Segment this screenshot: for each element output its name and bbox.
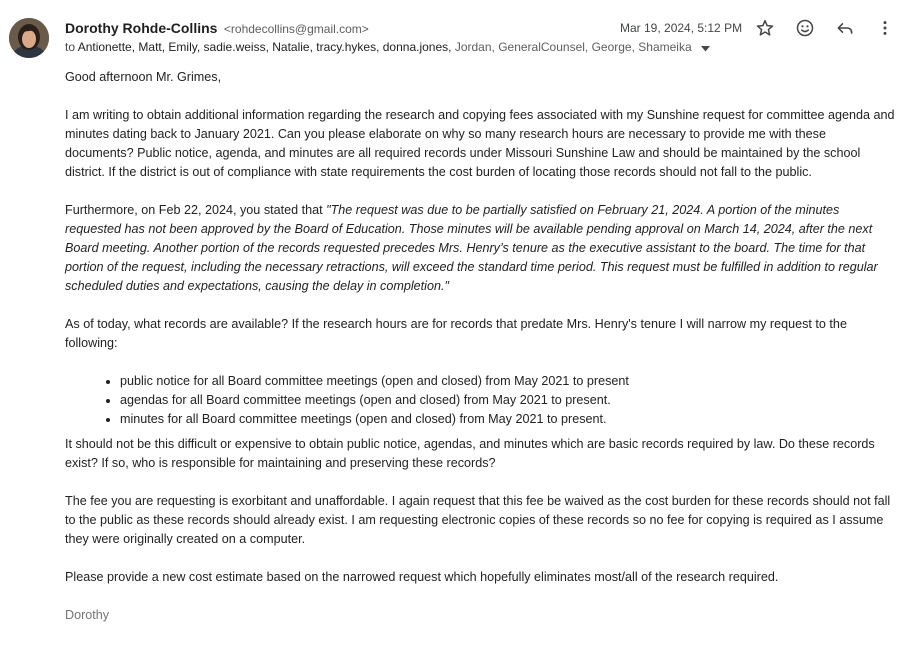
paragraph-2: [65, 201, 897, 296]
request-list: [65, 372, 897, 429]
avatar[interactable]: [9, 18, 49, 58]
recipient-separator: ,: [131, 40, 139, 54]
sender-line: [65, 20, 369, 38]
recipient-name[interactable]: Matt: [138, 40, 162, 54]
to-prefix: to: [65, 40, 76, 54]
recipient-separator: ,: [161, 40, 169, 54]
recipient-separator: ,: [376, 40, 383, 54]
recipient-separator: ,: [491, 40, 499, 54]
list-item: • agendas for all Board committee meetings (open and closed) from May 2021 to present.: [120, 391, 897, 410]
recipient-separator: ,: [196, 40, 204, 54]
paragraph-5: The fee you are requesting is exorbitant and unaffordable. I again request that this fee be waived as the cost burden for these records should not fall to the public as these records should already exist. I am requesting electronic copies of these records so no fee for copying is required as I assume they were originally created on a computer.: [65, 494, 891, 546]
paragraph-4: It should not be this difficult or expensive to obtain public notice, agendas, and minutes which are basic records required by law. Do these records exist? If so, who is responsible for maintaining and preserving these records?: [65, 437, 875, 470]
email-body: [65, 68, 897, 644]
recipient-name[interactable]: Emily: [168, 40, 197, 54]
paragraph-1: I am writing to obtain additional information regarding the research and copying fees associated with my Sunshine request for committee agenda and minutes dating back to January 2021. Can you please elaborate on why so many research hours are necessary to provide me with these documents? Public notice, agenda, and minutes are all required records under Missouri Sunshine Law and should be maintained by the school district. If the district is out of compliance with state requirements the cost burden of locating those records should not fall to the public.: [65, 108, 895, 179]
emoji-icon[interactable]: [793, 16, 817, 40]
sender-name[interactable]: Dorothy Rohde-Collins: [65, 20, 218, 36]
recipient-list: [78, 40, 692, 54]
email-header: [0, 0, 902, 62]
recipients-line[interactable]: [65, 40, 710, 55]
more-vert-icon[interactable]: [873, 16, 897, 40]
recipient-name[interactable]: sadie.weiss: [203, 40, 266, 54]
quoted-statement: "The request was due to be partially satisfied on February 21, 2024. A portion of the minutes requested has not been approved by the Board of Education. Those minutes will be available pending approval on March 14, 2024, after the next Board meeting. Another portion of the records requested precedes Mrs. Henry’s tenure as the executive assistant to the board. The time for that portion of the request, including the necessary retractions, will exceed the standard time period. This request must be fulfilled in addition to regular scheduled duties and expectations, causing the delay in completion.": [65, 203, 878, 293]
recipient-name[interactable]: tracy.hykes: [316, 40, 377, 54]
recipient-separator: ,: [584, 40, 592, 54]
recipient-separator: ,: [448, 40, 455, 54]
recipient-separator: ,: [265, 40, 273, 54]
paragraph-3: As of today, what records are available? If the research hours are for records that predate Mrs. Henry's tenure I will narrow my request to the following:: [65, 317, 847, 350]
recipient-name[interactable]: George: [591, 40, 632, 54]
recipient-name[interactable]: GeneralCounsel: [498, 40, 585, 54]
email-date: Mar 19, 2024, 5:12 PM: [620, 21, 743, 35]
recipient-name[interactable]: donna.jones: [382, 40, 449, 54]
paragraph-6: Please provide a new cost estimate based on the narrowed request which hopefully eliminates most/all of the research required.: [65, 570, 779, 584]
list-item: • minutes for all Board committee meetings (open and closed) from May 2021 to present.: [120, 410, 897, 429]
recipient-separator: ,: [309, 40, 317, 54]
recipient-name[interactable]: Natalie: [272, 40, 310, 54]
avatar-photo: [9, 18, 49, 58]
paragraph-2-intro: Furthermore, on Feb 22, 2024, you stated that: [65, 203, 327, 217]
recipient-name[interactable]: Jordan: [454, 40, 492, 54]
signature: Dorothy: [65, 608, 110, 622]
list-item: • public notice for all Board committee meetings (open and closed) from May 2021 to present: [120, 372, 897, 391]
reply-icon[interactable]: [833, 16, 857, 40]
recipient-name[interactable]: Shameika: [638, 40, 692, 54]
greeting: Good afternoon Mr. Grimes,: [65, 70, 222, 84]
sender-email: <rohdecollins@gmail.com>: [223, 22, 369, 36]
star-icon[interactable]: [753, 16, 777, 40]
caret-down-icon[interactable]: [701, 41, 710, 55]
recipient-name[interactable]: Antionette: [77, 40, 132, 54]
recipient-separator: ,: [631, 40, 639, 54]
